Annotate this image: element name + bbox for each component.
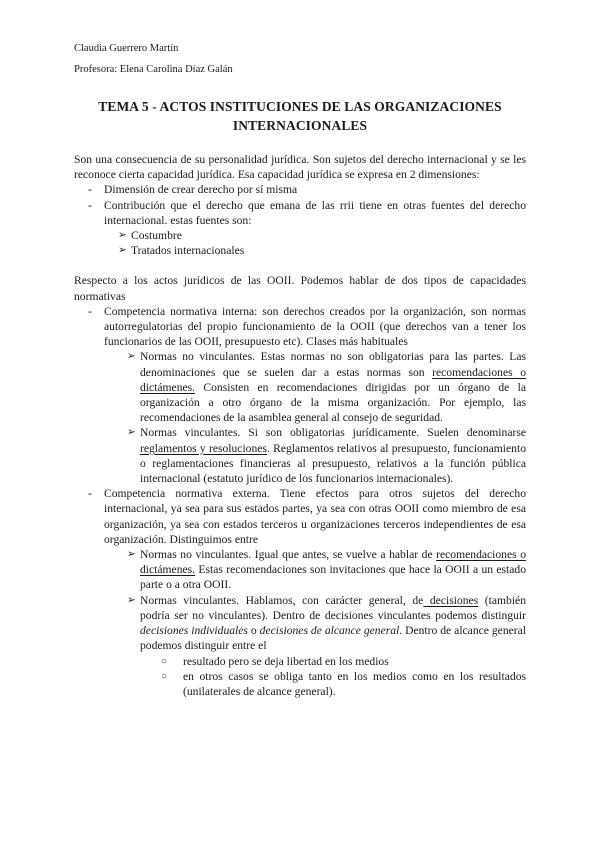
list-item: [74, 304, 526, 350]
document-body: [74, 152, 526, 699]
list-item: [161, 654, 526, 669]
fuente-costumbre: Costumbre: [131, 229, 182, 243]
dash-marker: -: [88, 198, 92, 212]
dash-marker: -: [88, 183, 92, 197]
arrow-bullet-icon: ➢: [127, 594, 136, 606]
alcance-general-1: resultado pero se deja libertad en los medios: [183, 654, 389, 668]
author-name: Claudia Guerrero Martín: [74, 43, 179, 54]
arrow-bullet-icon: ➢: [127, 549, 136, 561]
alcance-general-2: en otros casos se obliga tanto en los medios como en los resultados (unilaterales de alcance general).: [183, 669, 526, 698]
competencia-interna: Competencia normativa interna: son derechos creados por la organización, son normas autorregulatorias del propio funcionamiento de la OOII (que derechos van a tener los funcionarios de las OOII, presupuesto etc). Clases más habituales: [104, 304, 526, 349]
arrow-bullet-icon: ➢: [118, 230, 127, 242]
competencia-externa: Competencia normativa externa. Tiene efectos para otros sujetos del derecho internacional, ya sea para sus estados partes, ya sea con otras OOII como miembro de esa organización, ya sea con estados terceros u organizaciones terceros independientes de esa organización. Distinguimos entre: [104, 487, 526, 546]
list-item: [127, 349, 526, 425]
dash-marker: -: [88, 304, 92, 318]
list-item: [127, 593, 526, 654]
arrow-bullet-icon: ➢: [118, 245, 127, 257]
list-item: [127, 547, 526, 593]
interna-vinculantes: Normas vinculantes. Si son obligatorias jurídicamente. Suelen denominarse reglamentos y resoluciones. Reglamentos relativos al presupuesto, funcionamiento o reglamentaciones financieras al presupuesto, relativos a la función pública internacional (estatuto jurídico de los funcionarios internacionales).: [140, 426, 526, 486]
externa-vinculantes: Normas vinculantes. Hablamos, con carácter general, de decisiones (también podría ser no vinculantes). Dentro de decisiones vinculantes podemos distinguir decisiones individuales o decisiones de alcance general. Dentro de alcance general podemos distinguir entre el: [140, 593, 526, 653]
intro-paragraph: Son una consecuencia de su personalidad jurídica. Son sujetos del derecho internacional y se les reconoce cierta capacidad jurídica. Esa capacidad jurídica se expresa en 2 dimensiones:: [74, 153, 526, 182]
circle-bullet-icon: ○: [161, 670, 168, 682]
list-item: [118, 243, 526, 258]
circle-bullet-icon: ○: [161, 655, 168, 667]
interna-no-vinculantes: Normas no vinculantes. Estas normas no son obligatorias para las partes. Las denominaciones que se suelen dar a estas normas son recomendaciones o dictámenes. Consisten en recomendaciones dirigidas por un órgano de la organización a otro órgano de la misma organización. Por ejemplo, las recomendaciones de la asamblea general al consejo de seguridad.: [140, 350, 526, 425]
list-item: [74, 486, 526, 547]
list-item: [161, 669, 526, 699]
dimension-1: Dimensión de crear derecho por sí misma: [104, 183, 298, 197]
arrow-bullet-icon: ➢: [127, 427, 136, 439]
list-item: [74, 198, 526, 228]
list-item: [127, 425, 526, 486]
actos-paragraph: Respecto a los actos jurídicos de las OOII. Podemos hablar de dos tipos de capacidades normativas: [74, 274, 526, 303]
document-title: TEMA 5 - ACTOS INSTITUCIONES DE LAS ORGANIZACIONES INTERNACIONALES: [98, 99, 502, 133]
list-item: [118, 228, 526, 243]
dash-marker: -: [88, 487, 92, 501]
professor-name: Profesora: Elena Carolina Díaz Galán: [74, 64, 233, 75]
list-item: [74, 182, 526, 197]
dimension-2: Contribución que el derecho que emana de las rrii tiene en otras fuentes del derecho internacional. estas fuentes son:: [104, 198, 526, 227]
externa-no-vinculantes: Normas no vinculantes. Igual que antes, se vuelve a hablar de recomendaciones o dictámenes. Estas recomendaciones son invitaciones que hace la OOII a un estado parte o a otra OOII.: [140, 548, 526, 592]
fuente-tratados: Tratados internacionales: [131, 244, 245, 258]
arrow-bullet-icon: ➢: [127, 351, 136, 363]
